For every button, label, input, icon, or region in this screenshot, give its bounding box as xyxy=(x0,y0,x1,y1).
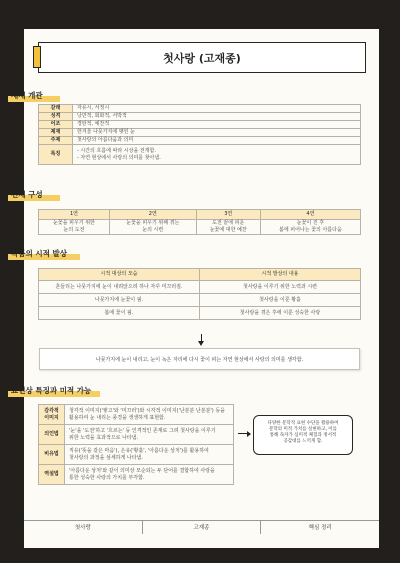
structure-cell xyxy=(39,220,110,235)
value-line: '아름다운 상처'와 같이 의미상 모순되는 두 단어를 결합하여 사랑을 xyxy=(69,467,215,474)
development-header: 시적 대상의 모습 xyxy=(39,269,200,281)
key-line: 이미지 xyxy=(44,414,59,421)
table-row xyxy=(39,294,361,307)
key-line: 감각적 xyxy=(44,407,59,414)
development-cell: 첫사랑을 이룬 황홀 xyxy=(200,294,361,307)
overview-value: 경탄적, 예찬적 xyxy=(73,121,361,129)
cell-line: 봄에 피어나는 꽃의 아름다움 xyxy=(279,227,342,233)
cell-line: 눈의 시련 xyxy=(142,227,164,233)
expression-key: 비유법 xyxy=(39,445,65,465)
development-cell: 흔들리는 나뭇가지에 눈이 내려앉으려 하나 자꾸 미끄러짐. xyxy=(39,281,200,294)
table-row xyxy=(39,465,234,485)
expression-key xyxy=(39,405,65,425)
side-note-line: 공감대를 느끼게 함. xyxy=(283,439,323,444)
page-title: 첫사랑 (고재종) xyxy=(163,52,241,65)
overview-key: 어조 xyxy=(39,121,73,129)
side-note-line: 문학의 미적 가치를 실현하고, 이를 xyxy=(268,427,337,432)
section-heading-overview: 제재 개관 xyxy=(8,89,60,102)
value-line: 첫사랑의 과정을 섬세하게 나타냄. xyxy=(69,454,143,461)
structure-header: 2연 xyxy=(109,210,196,220)
expression-value xyxy=(65,405,234,425)
development-cell: 첫사랑을 이루기 위한 노력과 시련 xyxy=(200,281,361,294)
overview-value: 한겨울 나뭇가지에 맺힌 눈 xyxy=(73,129,361,137)
side-note-box xyxy=(253,415,353,455)
development-header: 시적 발상의 내용 xyxy=(200,269,361,281)
table-row xyxy=(39,445,234,465)
table-row xyxy=(39,137,361,145)
table-row xyxy=(39,113,361,121)
development-cell: 나뭇가지에 눈꽃이 핌. xyxy=(39,294,200,307)
value-line: 위한 노력을 효과적으로 나타냄. xyxy=(69,434,139,441)
table-row xyxy=(39,220,361,235)
structure-cell xyxy=(196,220,260,235)
value-line: 활용하여 눈 내리는 풍경을 생생하게 표현함. xyxy=(69,414,166,421)
table-row xyxy=(39,405,234,425)
table-header-row xyxy=(39,210,361,220)
overview-key: 갈래 xyxy=(39,105,73,113)
footer-item: 핵심 정리 xyxy=(308,525,332,531)
side-note-line: 통해 독자가 심미적 체험과 정서적 xyxy=(269,433,337,438)
structure-header: 4연 xyxy=(260,210,360,220)
overview-value: 자유시, 서정시 xyxy=(73,105,361,113)
value-line: 통한 성숙한 사랑의 가치를 부각함. xyxy=(69,474,145,481)
structure-header: 1연 xyxy=(39,210,110,220)
development-table xyxy=(38,268,361,320)
development-cell: 첫사랑을 겪은 후에 이룬 성숙한 사랑 xyxy=(200,307,361,320)
cell-line: 눈꽃이 진 후 xyxy=(296,220,325,226)
overview-value xyxy=(73,145,361,165)
table-row xyxy=(39,145,361,165)
expression-table xyxy=(38,404,234,485)
overview-key: 성격 xyxy=(39,113,73,121)
development-cell: 봄에 꽃이 핌. xyxy=(39,307,200,320)
expression-value xyxy=(65,425,234,445)
right-arrow-icon xyxy=(238,433,249,434)
section-heading-structure: 전체 구성 xyxy=(8,188,60,201)
table-header-row xyxy=(39,269,361,281)
table-row xyxy=(39,281,361,294)
value-line: '눈'을 '도전'하고 '흐르는' 등 인격적인 존재로 그려 첫사랑을 이루기 xyxy=(69,427,216,434)
down-arrow-icon xyxy=(201,334,202,343)
structure-header: 3연 xyxy=(196,210,260,220)
structure-table xyxy=(38,209,361,235)
overview-key: 특징 xyxy=(39,145,73,165)
footer-item: 고재종 xyxy=(143,521,262,534)
cell-line: 눈꽃을 피우기 위해 겪는 xyxy=(126,220,180,226)
cell-line: 눈꽃을 피우기 위한 xyxy=(53,220,95,226)
table-row xyxy=(39,129,361,137)
section-heading-expression: 표현상 특징과 미적 가능 xyxy=(8,384,100,397)
side-note-line: 다양한 문학적 표현 수단을 활용하여 xyxy=(267,421,339,426)
cell-line: 눈꽃에 대한 예찬 xyxy=(209,227,247,233)
expression-value xyxy=(65,465,234,485)
table-row xyxy=(39,307,361,320)
table-row xyxy=(39,425,234,445)
feature-line: - 자연 현상에서 사랑의 의미를 찾아냄. xyxy=(77,154,161,161)
development-summary: 나뭇가지에 눈이 내리고, 눈이 녹은 자리에 다시 꽃이 피는 자연 현상에서 사랑의 의미를 생각함. xyxy=(39,348,360,370)
overview-key: 제재 xyxy=(39,129,73,137)
value-line: 직유('뜻을 같은 마음'), 은유('황홀', '아름다운 상처')를 활용하여 xyxy=(69,447,209,454)
overview-key: 주제 xyxy=(39,137,73,145)
footer-item: 첫사랑 xyxy=(24,521,143,534)
structure-cell xyxy=(260,220,360,235)
value-line: 청각적 이미지('쌓고'와 '미끄러')와 시각적 이미지('난분분 난분분') 등을 xyxy=(69,407,225,414)
footer-bar xyxy=(24,520,379,534)
table-row xyxy=(39,105,361,113)
feature-line: - 시간의 흐름에 따라 시상을 전개함. xyxy=(77,147,156,154)
cell-line: 도전 끝에 피운 xyxy=(212,220,245,226)
expression-key: 의인법 xyxy=(39,425,65,445)
overview-table xyxy=(38,104,361,165)
table-row xyxy=(39,121,361,129)
expression-key: 역설법 xyxy=(39,465,65,485)
overview-value: 첫사랑의 아름다움과 의미 xyxy=(73,137,361,145)
structure-cell xyxy=(109,220,196,235)
overview-value: 낭만적, 회화적, 서박적 xyxy=(73,113,361,121)
section-heading-development: 작품의 시적 발상 xyxy=(8,247,80,260)
title-box xyxy=(38,42,366,73)
cell-line: 눈의 도전 xyxy=(63,227,85,233)
expression-value xyxy=(65,445,234,465)
